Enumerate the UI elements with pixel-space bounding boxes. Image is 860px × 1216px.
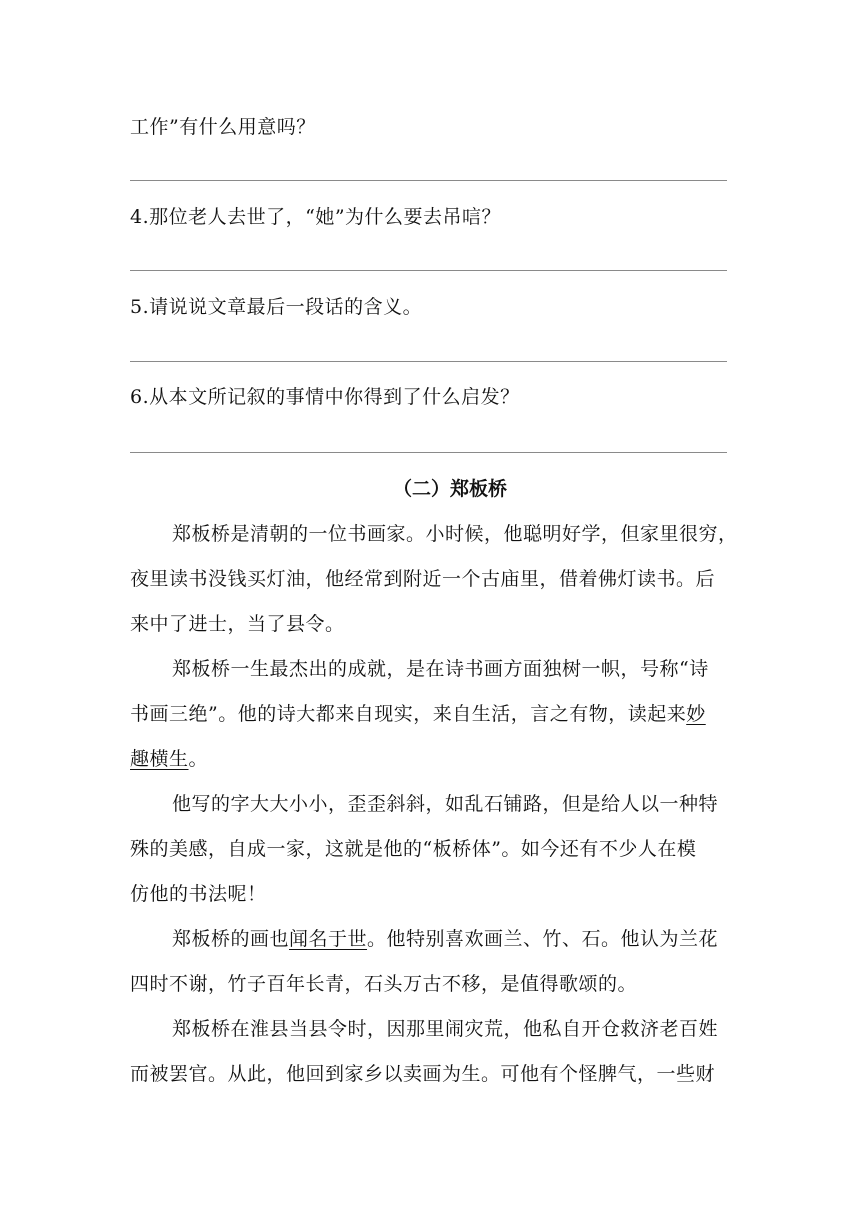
answer-line-6 xyxy=(130,452,727,453)
question-5: 5.请说说文章最后一段话的含义。 xyxy=(130,296,423,318)
underlined-phrase: 趣横生 xyxy=(130,748,189,770)
passage-title: （二）郑板桥 xyxy=(392,478,507,500)
paragraph-1-line-1: 郑板桥是清朝的一位书画家。小时候，他聪明好学，但家里很穷， xyxy=(172,523,738,545)
paragraph-4-line-1 xyxy=(130,925,772,953)
paragraph-1-line-2: 夜里读书没钱买灯油，他经常到附近一个古庙里，借着佛灯读书。后 xyxy=(130,568,716,590)
question-3-tail: 工作”有什么用意吗？ xyxy=(130,116,316,138)
paragraph-4-text: 郑板桥的画也 xyxy=(172,928,290,950)
paragraph-5-line-2: 而被罢官。从此，他回到家乡以卖画为生。可他有个怪脾气，一些财 xyxy=(130,1063,716,1085)
question-4: 4.那位老人去世了，“她”为什么要去吊唁？ xyxy=(130,206,502,228)
paragraph-4-line-2: 四时不谢，竹子百年长青，石头万古不移，是值得歌颂的。 xyxy=(130,973,638,995)
paragraph-1-line-3: 来中了进士，当了县令。 xyxy=(130,613,345,635)
paragraph-5-line-1: 郑板桥在淮县当县令时，因那里闹灾荒，他私自开仓救济老百姓 xyxy=(172,1018,719,1040)
underlined-phrase: 妙 xyxy=(686,703,706,725)
paragraph-2-text: 。 xyxy=(188,748,209,770)
paragraph-2-line-1: 郑板桥一生最杰出的成就，是在诗书画方面独树一帜，号称“诗 xyxy=(172,658,709,680)
paragraph-3-line-3: 仿他的书法呢！ xyxy=(130,883,267,905)
paragraph-2-line-3 xyxy=(130,745,730,773)
underlined-phrase: 闻名于世 xyxy=(289,928,368,950)
answer-line-5 xyxy=(130,361,727,362)
paragraph-3-line-1: 他写的字大大小小，歪歪斜斜，如乱石铺路，但是给人以一种特 xyxy=(172,793,719,815)
paragraph-2-text: 书画三绝”。他的诗大都来自现实，来自生活，言之有物，读起来 xyxy=(130,703,687,725)
paragraph-2-line-2 xyxy=(130,700,730,728)
paragraph-3-line-2: 殊的美感，自成一家，这就是他的“板桥体”。如今还有不少人在模 xyxy=(130,838,697,860)
answer-line-3 xyxy=(130,180,727,181)
question-6: 6.从本文所记叙的事情中你得到了什么启发？ xyxy=(130,386,520,408)
paragraph-4-text: 。他特别喜欢画兰、竹、石。他认为兰花 xyxy=(367,928,719,950)
answer-line-4 xyxy=(130,270,727,271)
